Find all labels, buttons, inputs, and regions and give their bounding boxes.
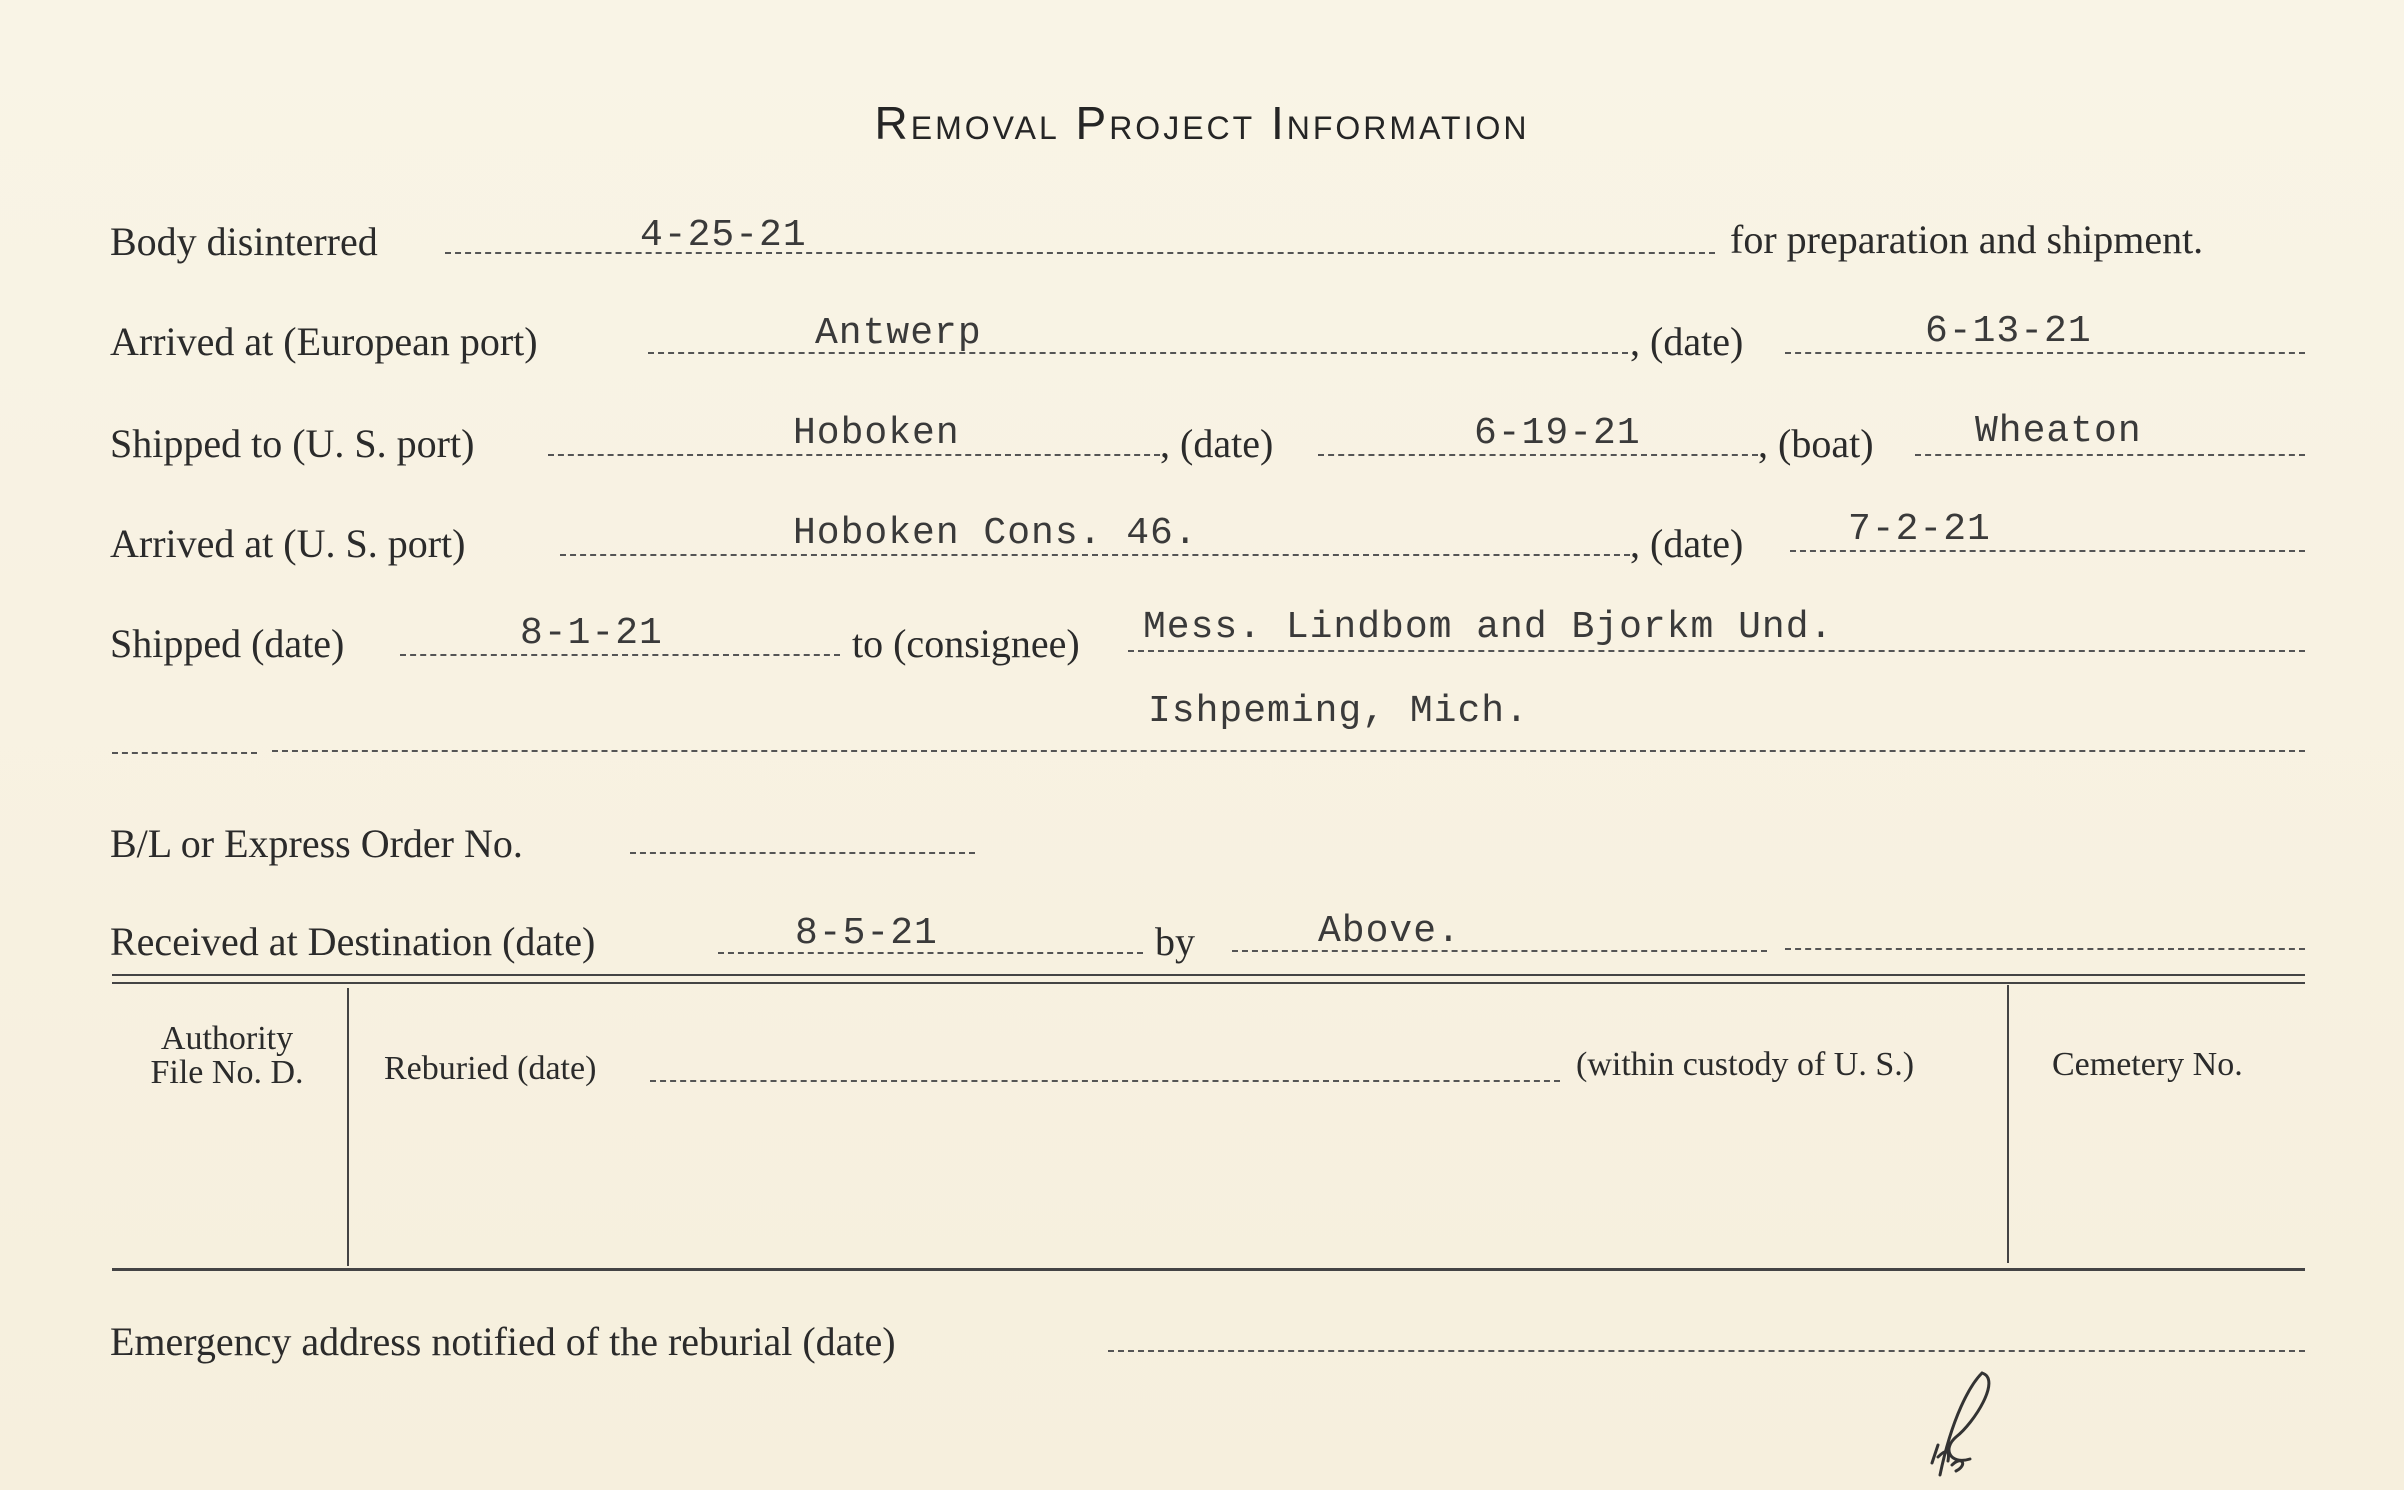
handwritten-initials — [1912, 1365, 2022, 1485]
shipped-us-boat: Wheaton — [1975, 410, 2142, 453]
arrived-us-label: Arrived at (U. S. port) — [110, 521, 466, 566]
consignee-line — [1128, 650, 2305, 652]
arrived-eu-date: 6-13-21 — [1925, 310, 2092, 353]
cemetery-label: Cemetery No. — [2052, 1046, 2243, 1083]
table-top-rule-2 — [112, 982, 2305, 984]
disinterred-suffix: for preparation and shipment. — [1730, 217, 2204, 262]
shipped-us-port: Hoboken — [793, 412, 960, 455]
shipped-us-boat-line — [1915, 454, 2305, 456]
received-by-label: by — [1155, 919, 1195, 964]
received-by-line — [1232, 950, 1767, 952]
shipped-us-date: 6-19-21 — [1474, 412, 1641, 455]
arrived-eu-line — [648, 352, 1628, 354]
table-divider-right — [2007, 985, 2009, 1263]
arrived-us-port: Hoboken Cons. 46. — [793, 512, 1198, 555]
consignee-label: to (consignee) — [852, 621, 1080, 666]
custody-label: (within custody of U. S.) — [1576, 1046, 1915, 1083]
received-date: 8-5-21 — [795, 912, 938, 955]
bl-line — [630, 852, 975, 854]
initials-glyph — [1912, 1365, 2022, 1485]
authority-label-1: Authority — [160, 1020, 294, 1057]
shipped-us-label: Shipped to (U. S. port) — [110, 421, 475, 466]
received-label: Received at Destination (date) — [110, 919, 596, 964]
card-title: Removal Project Information — [874, 97, 1530, 149]
arrived-eu-port: Antwerp — [815, 312, 982, 355]
shipped-date-label: Shipped (date) — [110, 621, 345, 666]
arrived-us-date-label: , (date) — [1630, 521, 1744, 566]
authority-label-2: File No. D. — [150, 1054, 304, 1091]
arrived-eu-label: Arrived at (European port) — [110, 319, 538, 364]
blank-line-short — [112, 752, 257, 754]
arrived-us-date: 7-2-21 — [1848, 508, 1991, 551]
consignee-line-2: Ishpeming, Mich. — [1148, 690, 1529, 733]
arrived-eu-date-label: , (date) — [1630, 319, 1744, 364]
consignee-line-1: Mess. Lindbom and Bjorkm Und. — [1143, 606, 1834, 649]
blank-line-long — [272, 750, 2305, 752]
received-by: Above. — [1318, 910, 1461, 953]
reburied-line — [650, 1080, 1560, 1082]
disinterred-label: Body disinterred — [110, 219, 378, 264]
disinterred-date: 4-25-21 — [640, 214, 807, 257]
table-divider-left — [347, 988, 349, 1266]
reburied-label: Reburied (date) — [384, 1050, 597, 1087]
received-extra-line — [1785, 948, 2305, 950]
shipped-date: 8-1-21 — [520, 612, 663, 655]
table-bottom-rule — [112, 1268, 2305, 1271]
shipped-us-boat-label: , (boat) — [1758, 421, 1874, 466]
emergency-label: Emergency address notified of the reburial (date) — [110, 1319, 896, 1364]
shipped-us-date-label: , (date) — [1160, 421, 1274, 466]
emergency-line — [1108, 1350, 2305, 1352]
bl-label: B/L or Express Order No. — [110, 821, 523, 866]
disinterred-line — [445, 252, 1715, 254]
table-top-rule-1 — [112, 974, 2305, 976]
